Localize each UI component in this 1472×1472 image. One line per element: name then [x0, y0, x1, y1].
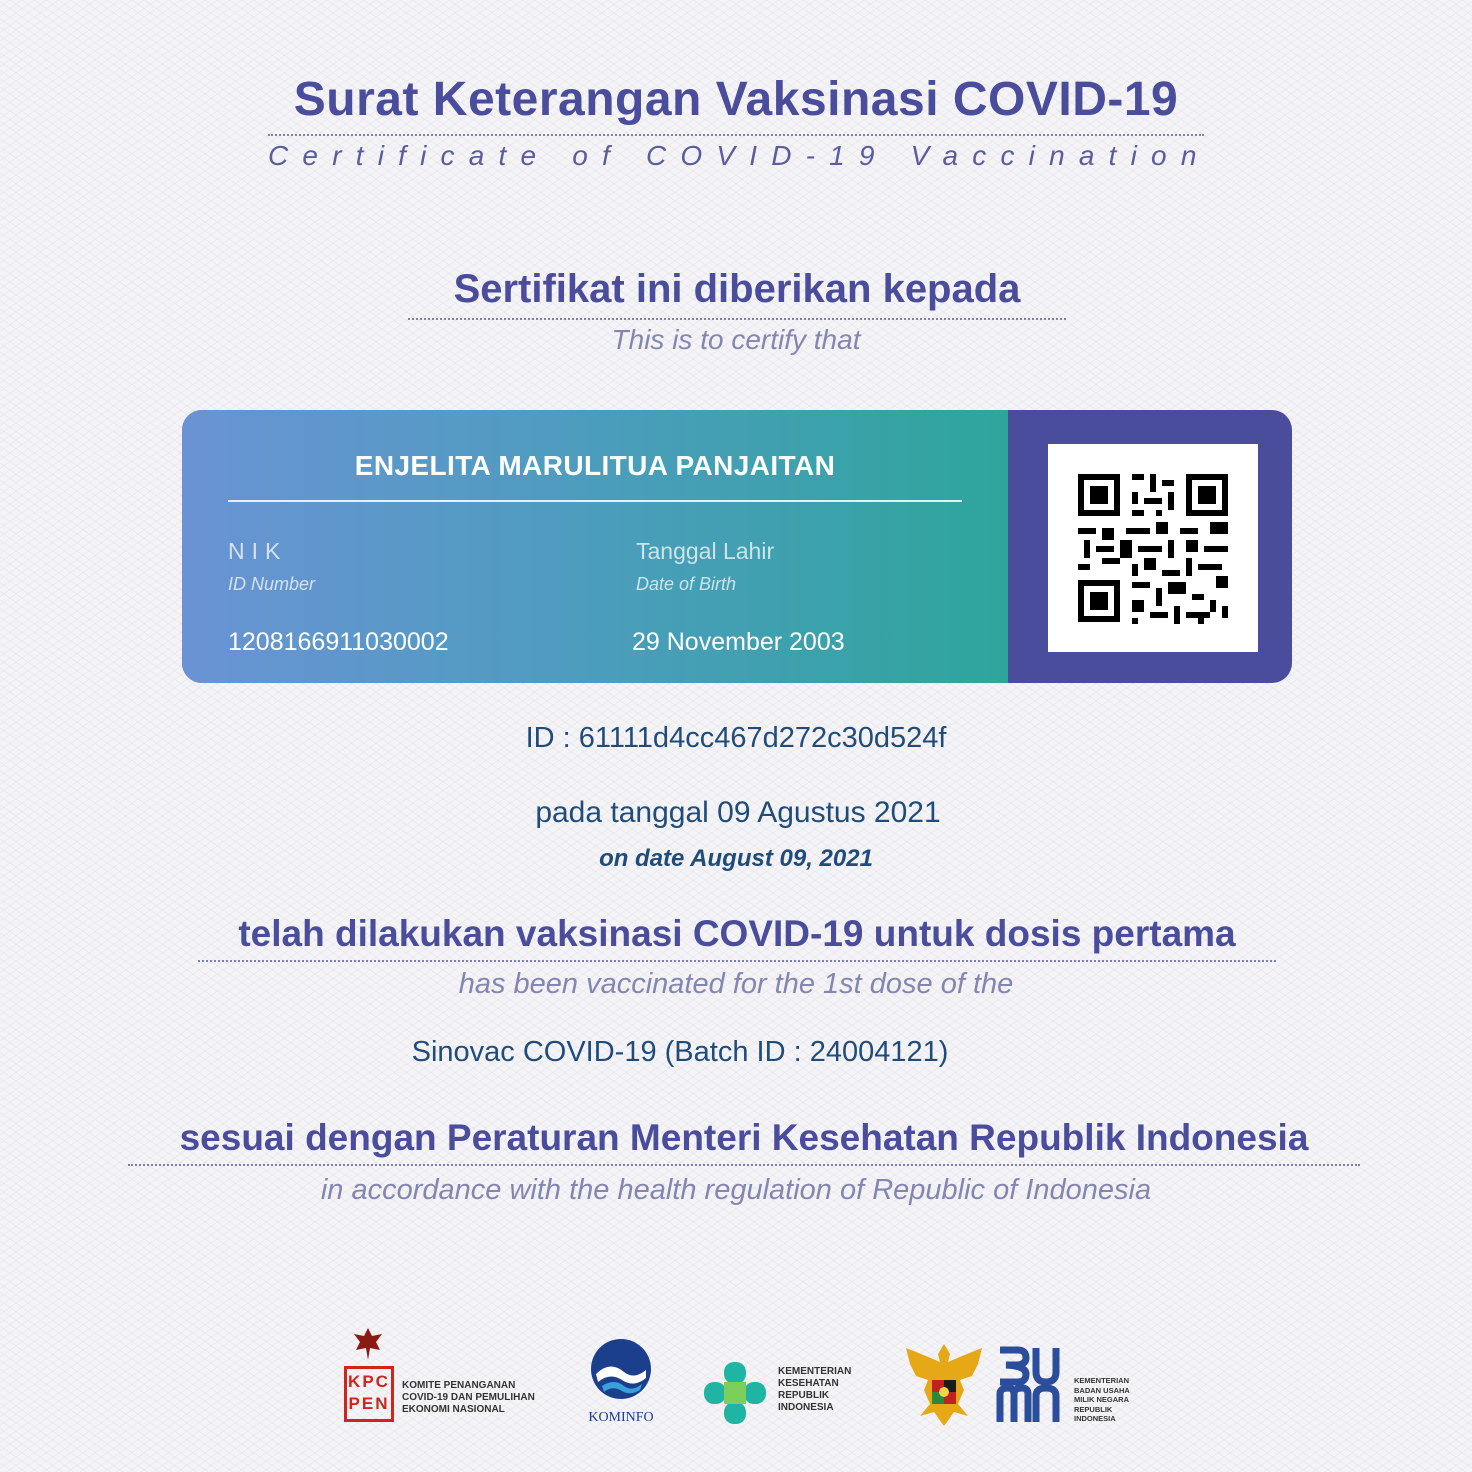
vaccination-date: pada tanggal 09 Agustus 2021	[535, 796, 941, 829]
vaccination-statement: telah dilakukan vaksinasi COVID-19 untuk dosis pertama	[198, 910, 1276, 962]
kpcpen-mark: KPC PEN	[348, 1372, 390, 1413]
name-divider	[228, 500, 962, 502]
bumn-logo-icon	[996, 1344, 1066, 1426]
recipient-subheading: This is to certify that	[611, 324, 861, 355]
dob-value: 29 November 2003	[632, 628, 845, 656]
garuda-emblem-icon	[350, 1326, 386, 1362]
dob-sublabel: Date of Birth	[636, 574, 737, 594]
recipient-card	[182, 410, 1292, 683]
kpcpen-text: KOMITE PENANGANAN COVID-19 DAN PEMULIHAN EKONOMI NASIONAL	[402, 1380, 535, 1415]
recipient-name: ENJELITA MARULITUA PANJAITAN	[354, 450, 836, 481]
kpcpen-logo	[340, 1326, 550, 1426]
certificate-id: ID : 61111d4cc467d272c30d524f	[525, 722, 947, 754]
vaccination-date-en: on date August 09, 2021	[599, 845, 873, 872]
kominfo-logo-icon	[590, 1338, 652, 1400]
garuda-pancasila-icon	[902, 1340, 986, 1430]
recipient-details-panel	[182, 410, 1008, 683]
bumn-text: KEMENTERIAN BADAN USAHA MILIK NEGARA REPUBLIK INDONESIA	[1074, 1376, 1130, 1423]
kemenkes-logo	[702, 1356, 872, 1426]
recipient-heading: Sertifikat ini diberikan kepada	[408, 264, 1066, 320]
qr-code-container[interactable]	[1048, 444, 1258, 652]
garuda-pancasila-logo	[902, 1340, 986, 1430]
kpcpen-mark-box	[344, 1366, 394, 1422]
nik-value: 1208166911030002	[228, 628, 449, 656]
certificate-subtitle: Certificate of COVID-19 Vaccination	[268, 140, 1211, 171]
regulation-statement-en: in accordance with the health regulation of Republic of Indonesia	[320, 1174, 1152, 1206]
certificate-header	[268, 70, 1211, 172]
kominfo-logo	[578, 1338, 668, 1428]
vaccine-batch: Sinovac COVID-19 (Batch ID : 24004121)	[411, 1036, 949, 1068]
certificate-title: Surat Keterangan Vaksinasi COVID-19	[268, 70, 1204, 136]
nik-sublabel: ID Number	[228, 574, 316, 594]
vaccination-statement-en: has been vaccinated for the 1st dose of the	[458, 968, 1014, 1000]
kemenkes-text: KEMENTERIAN KESEHATAN REPUBLIK INDONESIA	[778, 1366, 852, 1413]
kemenkes-logo-icon	[702, 1360, 768, 1426]
dob-label: Tanggal Lahir	[636, 538, 775, 564]
kominfo-text: KOMINFO	[588, 1410, 654, 1425]
qr-code-icon	[1048, 444, 1258, 652]
regulation-statement: sesuai dengan Peraturan Menteri Kesehatan Republik Indonesia	[128, 1114, 1360, 1166]
nik-label: NIK	[228, 538, 288, 564]
bumn-mark	[996, 1344, 997, 1345]
bumn-logo	[996, 1344, 1136, 1426]
